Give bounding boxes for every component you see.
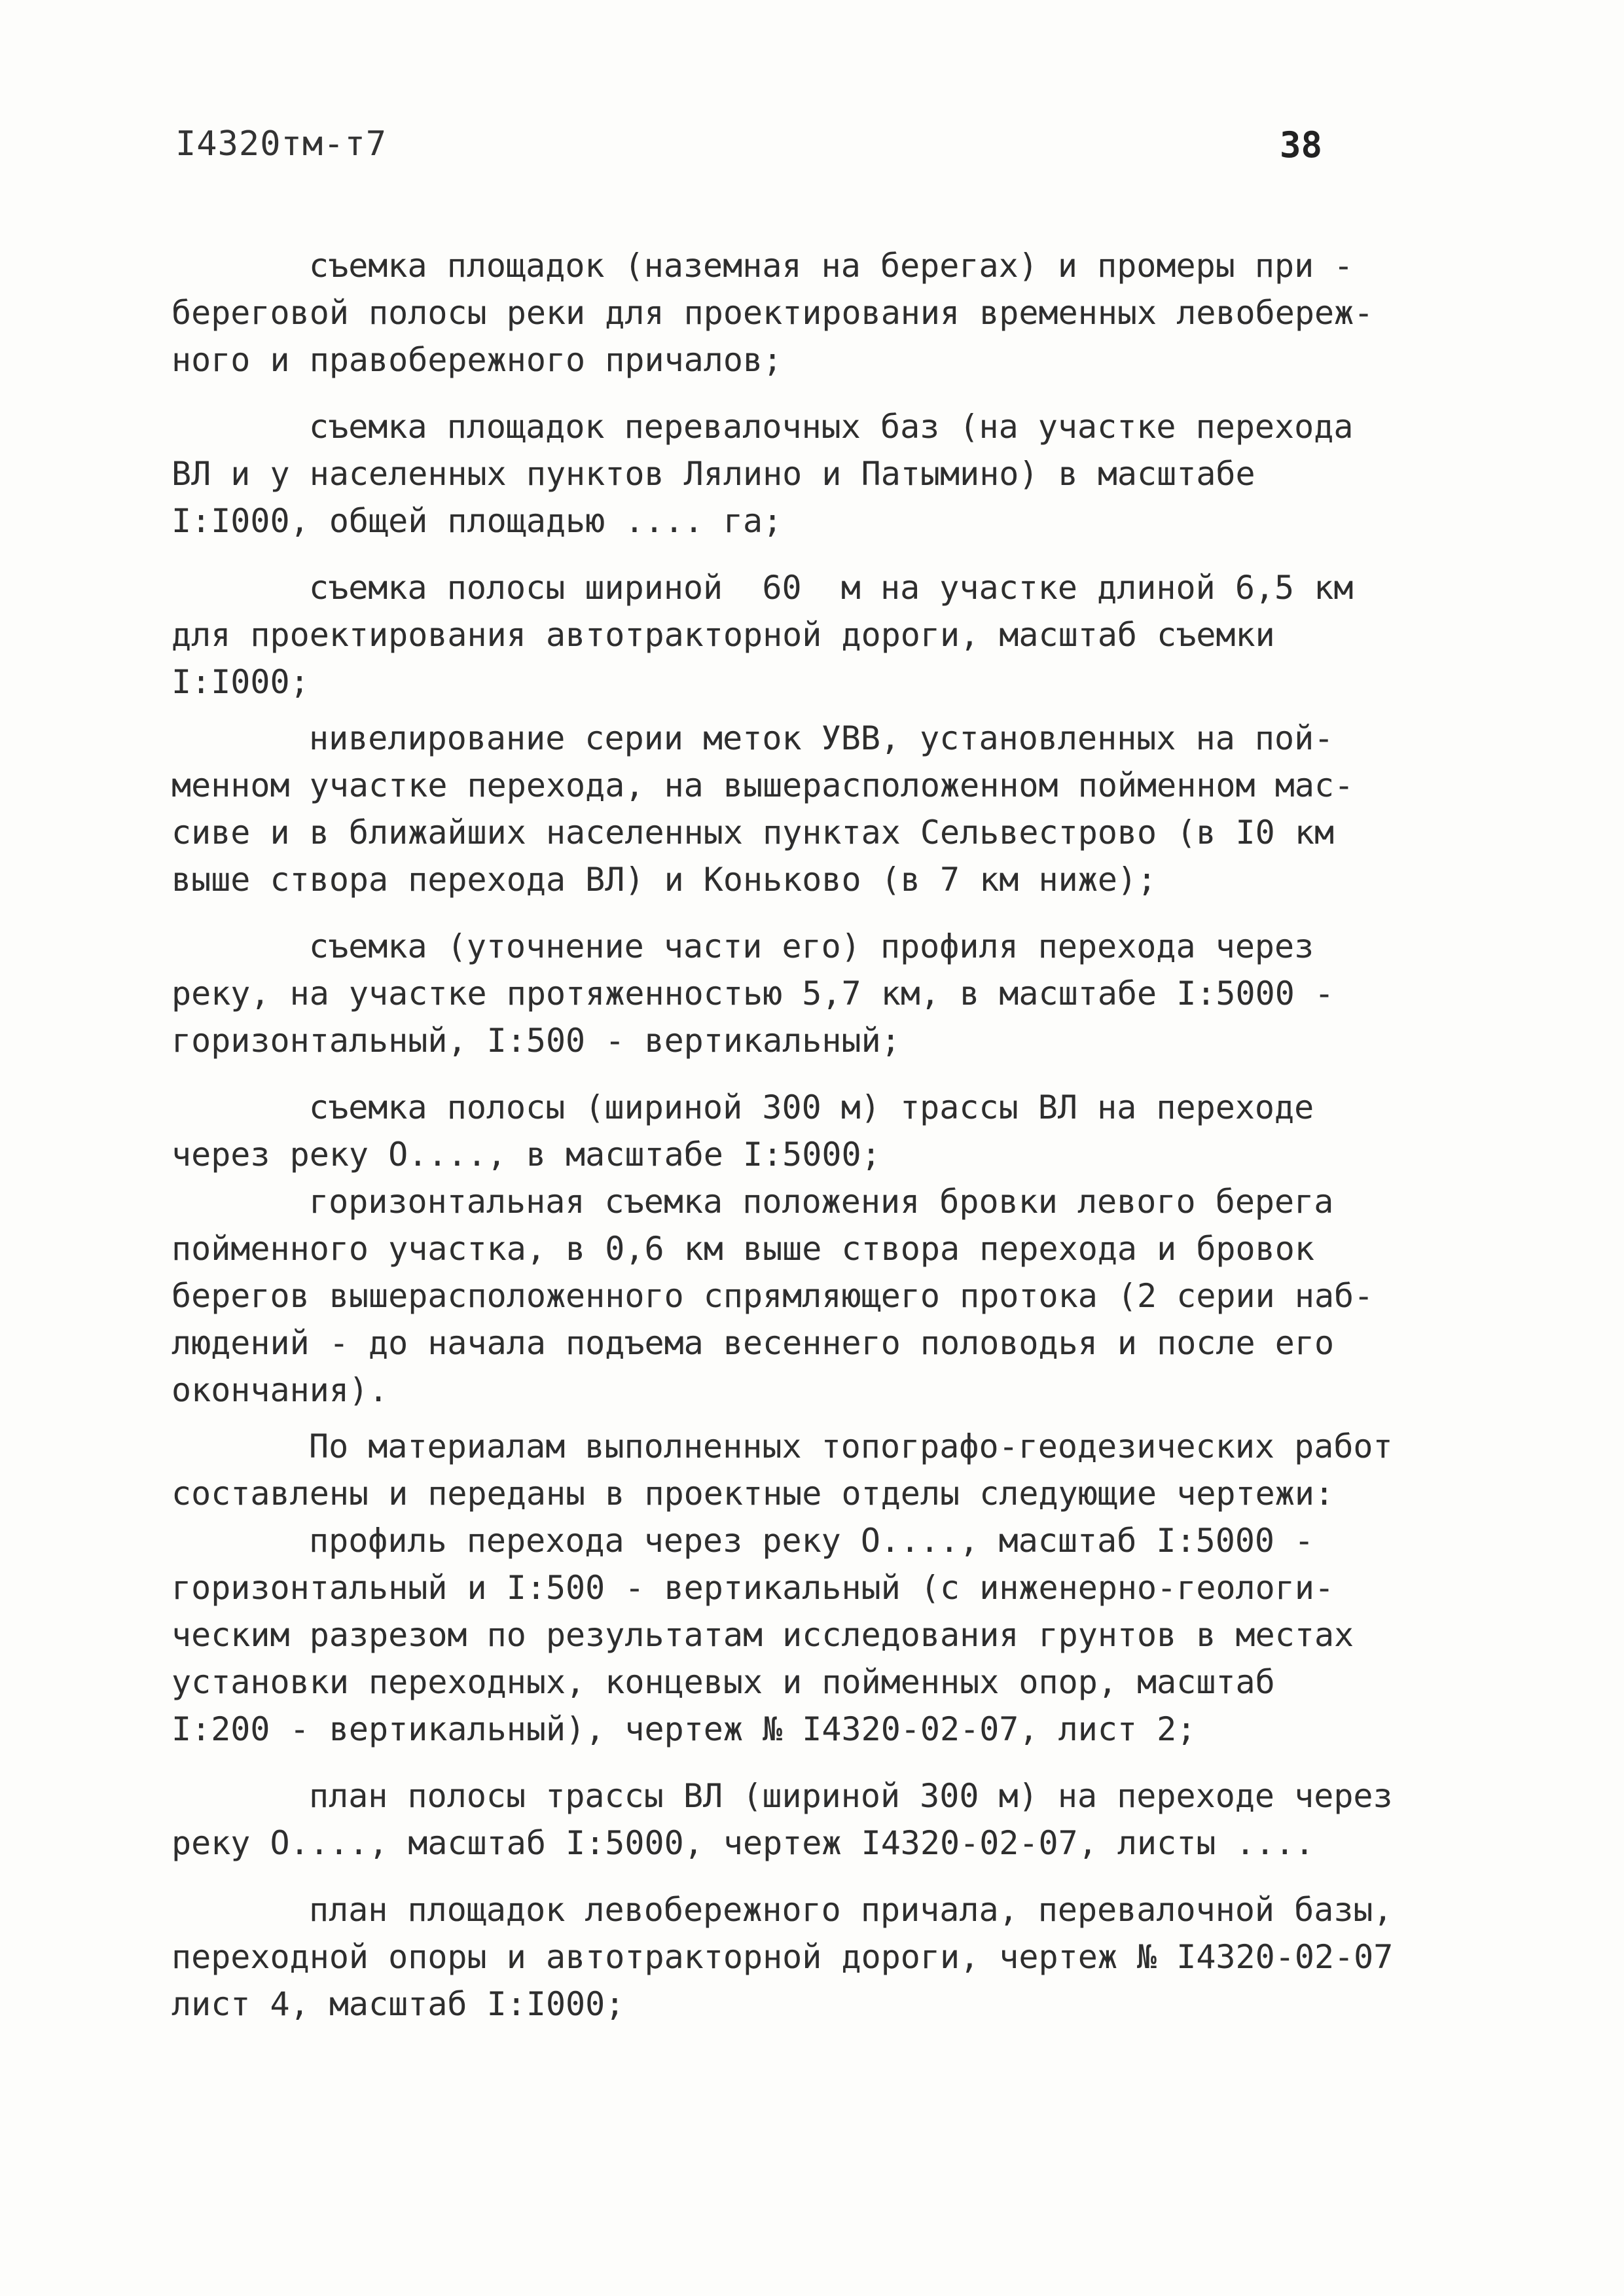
- text-line: По материалам выполненных топографо-геодезических работ: [309, 1427, 1393, 1465]
- text-line: сиве и в ближайших населенных пунктах Сельвестрово (в I0 км: [171, 814, 1335, 852]
- paragraph-bank-survey: [171, 1178, 1481, 1414]
- text-line: ного и правобережного причалов;: [171, 341, 783, 379]
- text-line: для проектирования автотракторной дороги, масштаб съемки: [171, 616, 1275, 654]
- paragraph-profile-survey: [171, 923, 1481, 1064]
- text-line: окончания).: [171, 1371, 389, 1409]
- text-line: выше створа перехода ВЛ) и Коньково (в 7 км ниже);: [171, 861, 1157, 899]
- paragraph-route-strip: [171, 1084, 1481, 1178]
- text-line: пойменного участка, в 0,6 км выше створа перехода и бровок: [171, 1230, 1314, 1268]
- text-line: переходной опоры и автотракторной дороги, чертеж № I4320-02-07: [171, 1938, 1394, 1976]
- text-line: горизонтальный и I:500 - вертикальный (с инженерно-геологи-: [171, 1569, 1335, 1607]
- paragraph-transfer-bases: [171, 403, 1481, 545]
- page-number: 38: [1280, 124, 1323, 166]
- text-line: ВЛ и у населенных пунктов Лялино и Патымино) в масштабе: [171, 455, 1255, 493]
- paragraph-leveling: [171, 715, 1481, 903]
- text-line: людений - до начала подъема весеннего половодья и после его: [171, 1324, 1335, 1362]
- paragraph-materials: [171, 1423, 1481, 1517]
- paragraph-site-survey: [171, 242, 1481, 384]
- text-line: I:I000;: [171, 663, 310, 701]
- text-line: ческим разрезом по результатам исследования грунтов в местах: [171, 1616, 1354, 1654]
- text-line: профиль перехода через реку О...., масштаб I:5000 -: [309, 1522, 1314, 1560]
- text-line: реку О...., масштаб I:5000, чертеж I4320-02-07, листы ....: [171, 1824, 1314, 1862]
- text-line: съемка площадок перевалочных баз (на участке перехода: [309, 408, 1354, 446]
- body-text: [171, 242, 1481, 2028]
- text-line: береговой полосы реки для проектирования временных левобереж-: [171, 294, 1374, 332]
- paragraph-profile-drawing: [171, 1517, 1481, 1753]
- text-line: горизонтальный, I:500 - вертикальный;: [171, 1022, 901, 1060]
- text-line: берегов вышерасположенного спрямляющего протока (2 серии наб-: [171, 1277, 1374, 1315]
- paragraph-route-plan: [171, 1772, 1481, 1867]
- text-line: съемка (уточнение части его) профиля перехода через: [309, 927, 1314, 965]
- text-line: съемка полосы (шириной 300 м) трассы ВЛ на переходе: [309, 1088, 1314, 1126]
- text-line: съемка площадок (наземная на берегах) и промеры при -: [309, 247, 1354, 285]
- text-line: лист 4, масштаб I:I000;: [171, 1985, 625, 2023]
- paragraph-road-strip: [171, 564, 1481, 706]
- text-line: I:I000, общей площадью .... га;: [171, 502, 783, 540]
- text-line: через реку О...., в масштабе I:5000;: [171, 1136, 881, 1174]
- text-line: реку, на участке протяженностью 5,7 км, в масштабе I:5000 -: [171, 975, 1335, 1013]
- text-line: план площадок левобережного причала, перевалочной базы,: [309, 1891, 1393, 1929]
- text-line: менном участке перехода, на вышерасположенном пойменном мас-: [171, 766, 1354, 804]
- paragraph-pier-plan: [171, 1886, 1481, 2028]
- text-line: съемка полосы шириной 60 м на участке длиной 6,5 км: [309, 569, 1354, 607]
- text-line: установки переходных, концевых и пойменных опор, масштаб: [171, 1663, 1275, 1701]
- text-line: нивелирование серии меток УВВ, установленных на пой-: [309, 719, 1334, 757]
- text-line: план полосы трассы ВЛ (шириной 300 м) на переходе через: [309, 1777, 1393, 1815]
- document-code: I4320тм-т7: [175, 124, 388, 164]
- text-line: I:200 - вертикальный), чертеж № I4320-02-07, лист 2;: [171, 1710, 1197, 1748]
- text-line: горизонтальная съемка положения бровки левого берега: [309, 1183, 1334, 1221]
- text-line: составлены и переданы в проектные отделы следующие чертежи:: [171, 1475, 1335, 1513]
